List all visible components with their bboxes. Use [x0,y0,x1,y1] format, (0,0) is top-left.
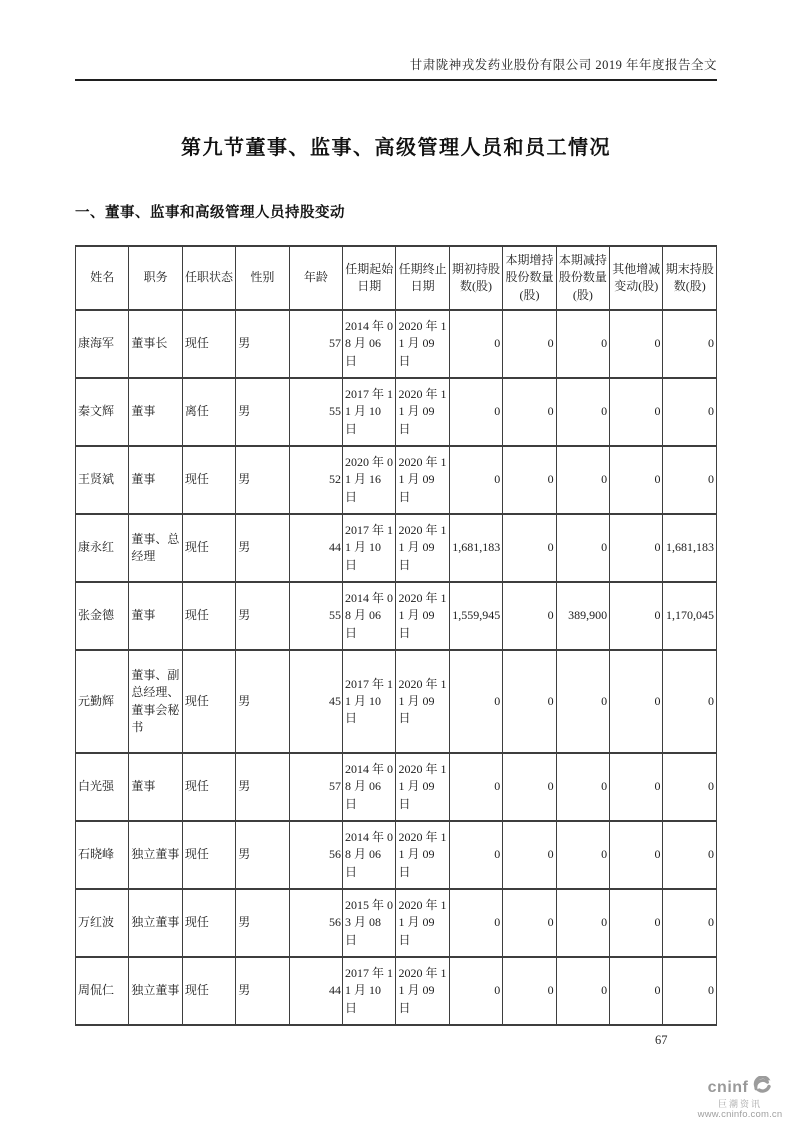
cninf-swirl-icon [750,1076,772,1099]
table-cell: 2014 年 08 月 06 日 [343,753,396,821]
table-cell: 0 [503,378,556,446]
table-cell: 0 [449,889,502,957]
table-cell: 0 [503,753,556,821]
table-cell: 55 [289,582,342,650]
table-cell: 男 [236,378,289,446]
table-cell: 0 [610,753,663,821]
column-header: 性别 [236,246,289,310]
table-cell: 康永红 [76,514,129,582]
table-cell: 0 [449,378,502,446]
table-cell: 44 [289,514,342,582]
page-title: 第九节董事、监事、高级管理人员和员工情况 [181,137,611,159]
cninf-url: www.cninfo.com.cn [697,1109,783,1121]
table-cell: 现任 [182,310,235,378]
holdings-table-body [76,310,717,1025]
table-cell: 2020 年 11 月 09 日 [396,378,449,446]
table-row [76,514,717,582]
table-cell: 男 [236,310,289,378]
table-cell: 0 [610,514,663,582]
table-cell: 0 [663,310,717,378]
column-header: 年龄 [289,246,342,310]
table-cell: 57 [289,753,342,821]
table-cell: 0 [556,821,609,889]
table-cell: 0 [449,957,502,1025]
table-row [76,821,717,889]
table-cell: 秦文辉 [76,378,129,446]
table-cell: 2020 年 11 月 09 日 [396,821,449,889]
table-cell: 57 [289,310,342,378]
column-header: 任期起始日期 [343,246,396,310]
cninf-brand-row [691,1076,789,1099]
table-cell: 2020 年 11 月 09 日 [396,957,449,1025]
table-cell: 0 [449,650,502,753]
table-cell: 0 [663,821,717,889]
table-row [76,378,717,446]
table-cell: 0 [556,310,609,378]
table-cell: 0 [449,446,502,514]
table-cell: 0 [503,889,556,957]
table-cell: 石晓峰 [76,821,129,889]
table-cell: 2020 年 11 月 09 日 [396,582,449,650]
column-header: 姓名 [76,246,129,310]
table-cell: 52 [289,446,342,514]
table-cell: 0 [610,378,663,446]
page-number: 67 [655,1033,668,1047]
table-cell: 董事 [129,753,182,821]
table-cell: 2020 年 11 月 09 日 [396,650,449,753]
table-cell: 0 [503,310,556,378]
table-cell: 元勤辉 [76,650,129,753]
table-cell: 1,559,945 [449,582,502,650]
table-cell: 0 [503,514,556,582]
table-cell: 0 [663,957,717,1025]
table-cell: 0 [503,650,556,753]
table-cell: 0 [663,753,717,821]
table-row [76,446,717,514]
table-cell: 2017 年 11 月 10 日 [343,378,396,446]
table-cell: 0 [556,957,609,1025]
table-cell: 0 [610,446,663,514]
column-header: 本期减持股份数量(股) [556,246,609,310]
table-cell: 独立董事 [129,957,182,1025]
table-cell: 55 [289,378,342,446]
table-cell: 1,681,183 [663,514,717,582]
table-cell: 男 [236,514,289,582]
table-cell: 0 [610,821,663,889]
table-cell: 康海军 [76,310,129,378]
table-cell: 56 [289,821,342,889]
table-cell: 0 [503,957,556,1025]
column-header: 任职状态 [182,246,235,310]
table-cell: 董事 [129,446,182,514]
table-cell: 现任 [182,957,235,1025]
table-cell: 万红波 [76,889,129,957]
column-header: 任期终止日期 [396,246,449,310]
table-cell: 56 [289,889,342,957]
table-cell: 张金德 [76,582,129,650]
table-cell: 1,170,045 [663,582,717,650]
column-header: 其他增减变动(股) [610,246,663,310]
table-cell: 0 [556,514,609,582]
table-cell: 王贤斌 [76,446,129,514]
table-cell: 0 [556,753,609,821]
table-cell: 男 [236,821,289,889]
table-row [76,582,717,650]
table-row [76,753,717,821]
table-cell: 现任 [182,889,235,957]
table-cell: 2017 年 11 月 10 日 [343,957,396,1025]
header-row [76,246,717,310]
table-cell: 离任 [182,378,235,446]
table-cell: 2020 年 11 月 09 日 [396,753,449,821]
table-cell: 2017 年 11 月 10 日 [343,650,396,753]
table-row [76,310,717,378]
table-cell: 389,900 [556,582,609,650]
table-cell: 45 [289,650,342,753]
table-cell: 现任 [182,582,235,650]
table-cell: 0 [556,889,609,957]
table-row [76,889,717,957]
table-cell: 白光强 [76,753,129,821]
table-cell: 44 [289,957,342,1025]
table-cell: 现任 [182,446,235,514]
table-cell: 0 [663,889,717,957]
table-cell: 0 [610,650,663,753]
table-cell: 独立董事 [129,821,182,889]
table-cell: 周侃仁 [76,957,129,1025]
table-cell: 2020 年 01 月 16 日 [343,446,396,514]
table-cell: 现任 [182,650,235,753]
column-header: 职务 [129,246,182,310]
table-cell: 2014 年 08 月 06 日 [343,821,396,889]
table-cell: 2014 年 08 月 06 日 [343,310,396,378]
table-row [76,650,717,753]
table-cell: 现任 [182,753,235,821]
table-cell: 0 [610,889,663,957]
table-cell: 男 [236,446,289,514]
report-header: 甘肃陇神戎发药业股份有限公司 2019 年年度报告全文 [75,55,717,81]
table-cell: 董事 [129,582,182,650]
table-cell: 0 [449,821,502,889]
table-cell: 0 [663,446,717,514]
table-cell: 董事长 [129,310,182,378]
table-cell: 0 [449,753,502,821]
table-cell: 0 [449,310,502,378]
holdings-table [75,245,717,1026]
table-cell: 0 [610,310,663,378]
table-cell: 2020 年 11 月 09 日 [396,514,449,582]
subsection-heading: 一、董事、监事和高级管理人员持股变动 [75,205,345,221]
table-cell: 2017 年 11 月 10 日 [343,514,396,582]
table-cell: 独立董事 [129,889,182,957]
table-cell: 男 [236,957,289,1025]
table-cell: 男 [236,582,289,650]
table-cell: 0 [556,378,609,446]
table-cell: 董事、总经理 [129,514,182,582]
cninf-brand-text: cninf [707,1078,749,1096]
table-cell: 2014 年 08 月 06 日 [343,582,396,650]
table-cell: 现任 [182,514,235,582]
table-cell: 0 [556,446,609,514]
table-cell: 男 [236,650,289,753]
table-cell: 男 [236,753,289,821]
table-cell: 现任 [182,821,235,889]
table-cell: 董事、副总经理、董事会秘书 [129,650,182,753]
table-cell: 0 [556,650,609,753]
column-header: 期末持股数(股) [663,246,717,310]
table-cell: 0 [663,650,717,753]
table-cell: 0 [610,582,663,650]
table-cell: 2020 年 11 月 09 日 [396,889,449,957]
table-cell: 2020 年 11 月 09 日 [396,310,449,378]
table-cell: 0 [503,582,556,650]
table-cell: 2020 年 11 月 09 日 [396,446,449,514]
holdings-table-head [76,246,717,310]
table-cell: 男 [236,889,289,957]
cninf-caption: 巨潮资讯 [717,1098,762,1109]
table-cell: 1,681,183 [449,514,502,582]
column-header: 本期增持股份数量(股) [503,246,556,310]
cninf-logo [691,1076,789,1121]
table-cell: 0 [503,446,556,514]
table-cell: 2015 年 03 月 08 日 [343,889,396,957]
table-cell: 0 [610,957,663,1025]
table-row [76,957,717,1025]
table-cell: 0 [503,821,556,889]
column-header: 期初持股数(股) [449,246,502,310]
table-cell: 董事 [129,378,182,446]
table-cell: 0 [663,378,717,446]
